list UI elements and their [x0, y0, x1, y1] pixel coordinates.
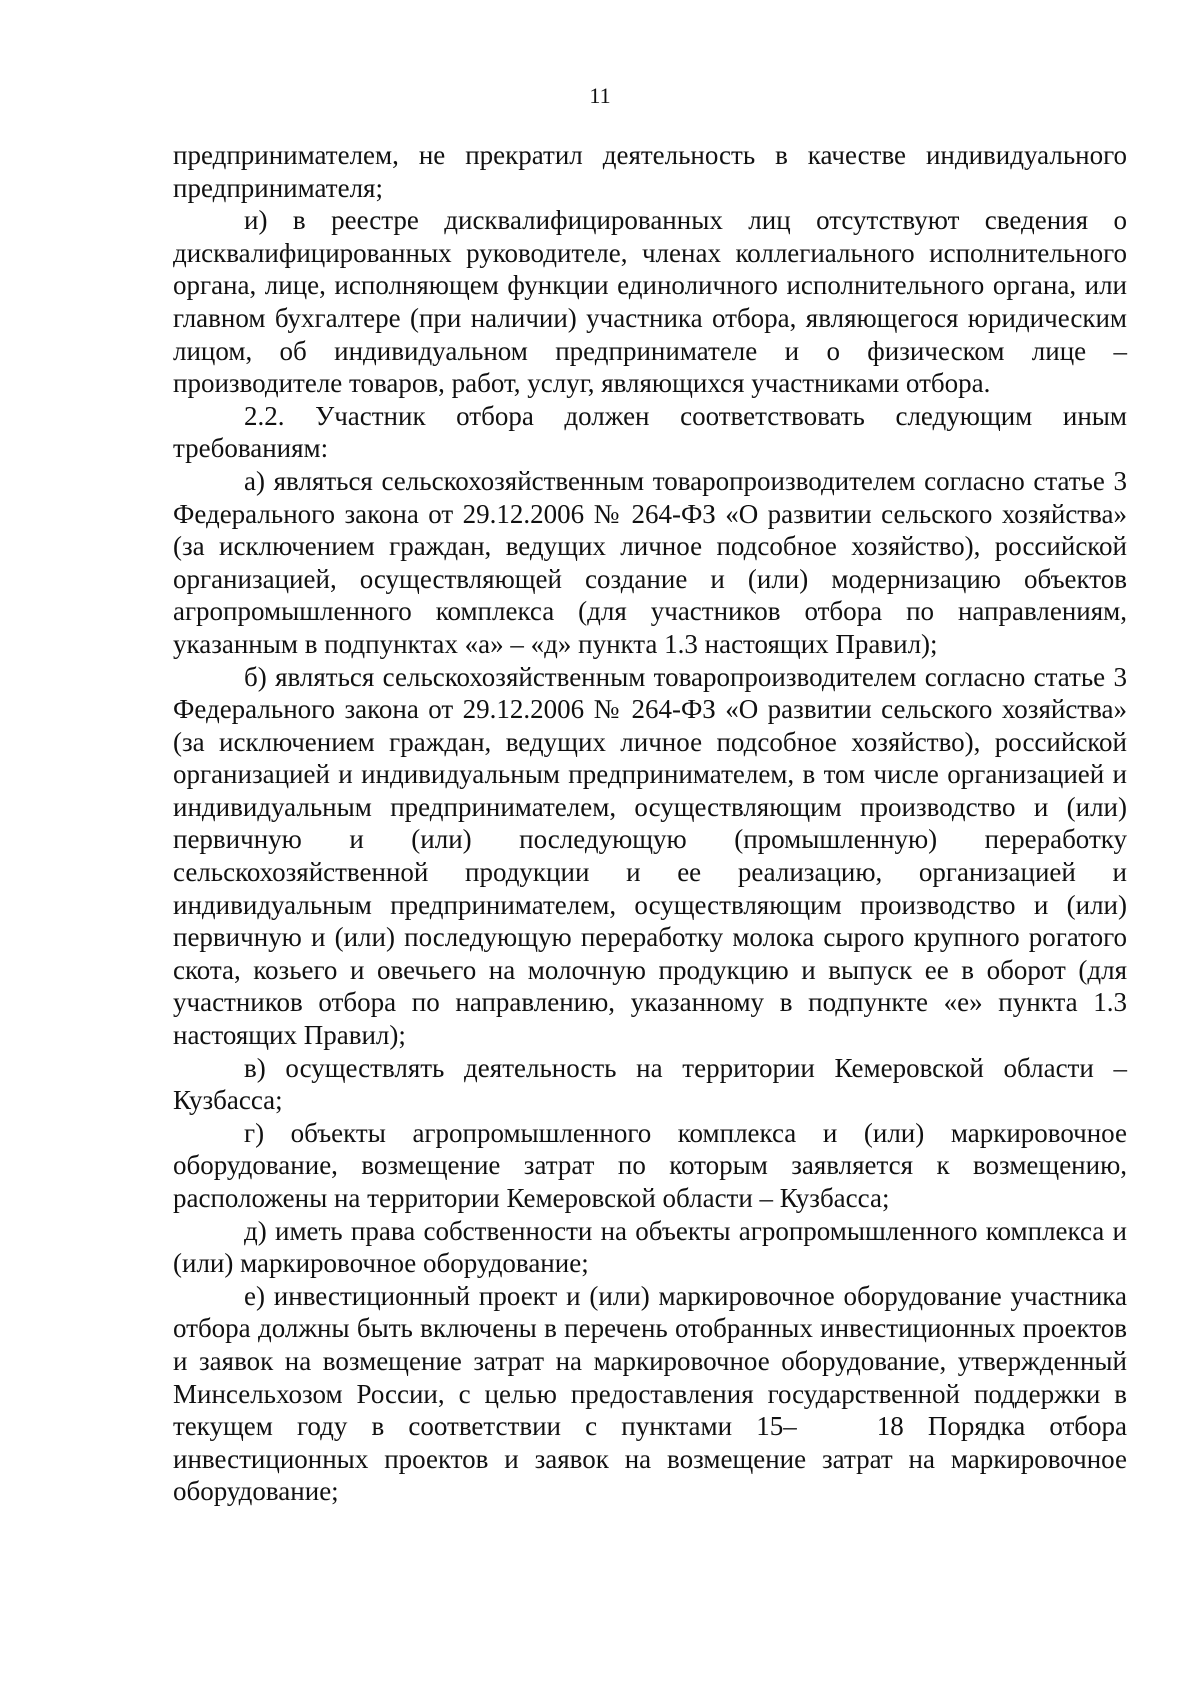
- paragraph-item-i: и) в реестре дисквалифицированных лиц отсутствуют сведения о дисквалифицированных руководителе, членах коллегиального исполнительного органа, лице, исполняющем функции единоличного исполнительного органа, или главном бухгалтере (при наличии) участника отбора, являющегося юридическим лицом, об индивидуальном предпринимателе и о физическом лице – производителе товаров, работ, услуг, являющихся участниками отбора.: [173, 205, 1127, 399]
- paragraph-item-e: [173, 1280, 1127, 1508]
- paragraph-continuation: предпринимателем, не прекратил деятельность в качестве индивидуального предпринимателя;: [173, 140, 1127, 203]
- paragraph-item-a: а) являться сельскохозяйственным товаропроизводителем согласно статье 3 Федерального закона от 29.12.2006 № 264-ФЗ «О развитии сельского хозяйства» (за исключением граждан, ведущих личное подсобное хозяйство), российской организацией, осуществляющей создание и (или) модернизацию объектов агропромышленного комплекса (для участников отбора по направлениям, указанным в подпунктах «а» – «д» пункта 1.3 настоящих Правил);: [173, 465, 1127, 659]
- paragraph-item-g: г) объекты агропромышленного комплекса и (или) маркировочное оборудование, возмещение затрат по которым заявляется к возмещению, расположены на территории Кемеровской области – Кузбасса;: [173, 1117, 1127, 1213]
- paragraph-item-v: в) осуществлять деятельность на территории Кемеровской области – Кузбасса;: [173, 1052, 1127, 1116]
- paragraph-item-d: д) иметь права собственности на объекты агропромышленного комплекса и (или) маркировочное оборудование;: [173, 1215, 1127, 1279]
- paragraph-item-e-part1: е) инвестиционный проект и (или) маркировочное оборудование участника отбора должны быть включены в перечень отобранных инвестиционных проектов и заявок на возмещение затрат на маркировочное оборудование, утвержденный Минсельхозом России, с целью предоставления государственной поддержки в текущем году в соответствии с пунктами 15–: [173, 1280, 1127, 1442]
- paragraph-item-b: б) являться сельскохозяйственным товаропроизводителем согласно статье 3 Федерального закона от 29.12.2006 № 264-ФЗ «О развитии сельского хозяйства» (за исключением граждан, ведущих личное подсобное хозяйство), российской организацией и индивидуальным предпринимателем, в том числе организацией и индивидуальным предпринимателем, осуществляющим производство и (или) первичную и (или) последующую (промышленную) переработку сельскохозяйственной продукции и ее реализацию, организацией и индивидуальным предпринимателем, осуществляющим производство и (или) первичную и (или) последующую переработку молока сырого крупного рогатого скота, козьего и овечьего на молочную продукцию и выпуск ее в оборот (для участников отбора по направлению, указанному в подпункте «е» пункта 1.3 настоящих Правил);: [173, 661, 1127, 1051]
- page-number: 11: [589, 83, 611, 108]
- paragraph-section-2-2: 2.2. Участник отбора должен соответствовать следующим иным требованиям:: [173, 400, 1127, 464]
- paragraph-item-e-part2: 18 Порядка отбора инвестиционных проектов и заявок на возмещение затрат на маркировочное оборудование;: [173, 1411, 1128, 1507]
- document-body: [173, 139, 1127, 1508]
